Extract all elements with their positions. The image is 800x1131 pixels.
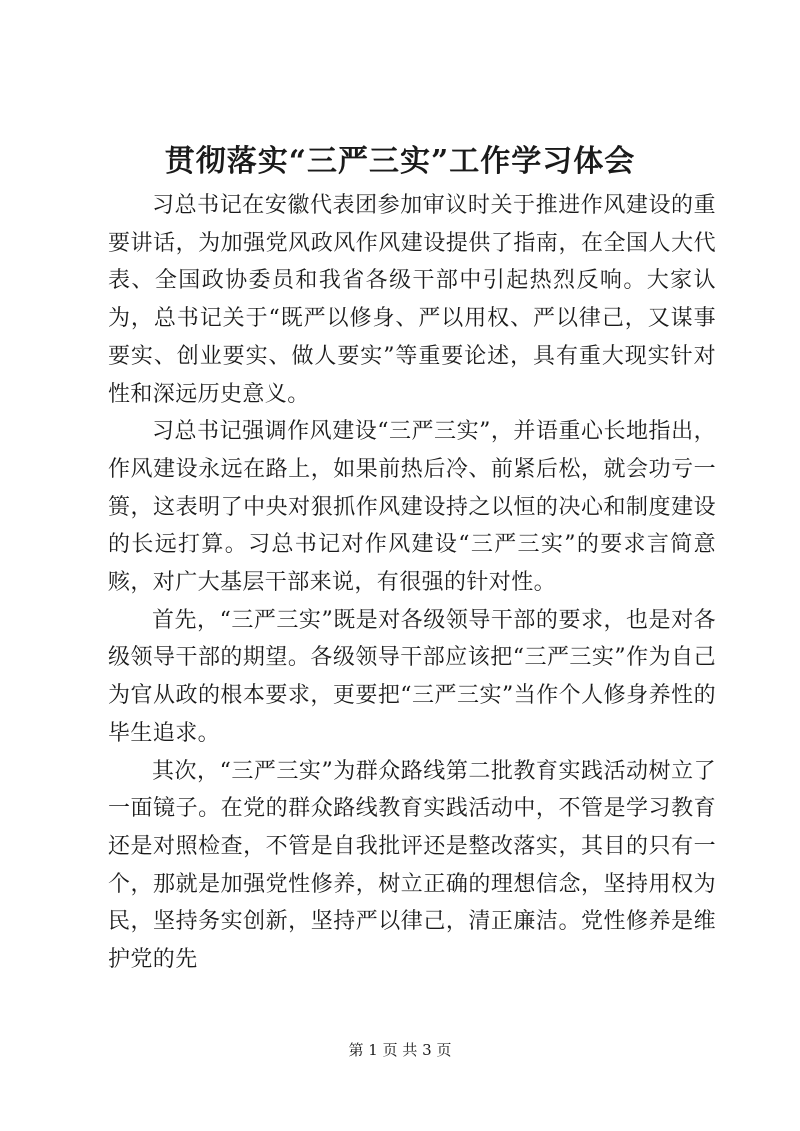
- page-number-footer: 第 1 页 共 3 页: [348, 1041, 452, 1059]
- paragraph-1: 习总书记在安徽代表团参加审议时关于推进作风建设的重要讲话，为加强党风政风作风建设提供了指南，在全国人大代表、全国政协委员和我省各级干部中引起热烈反响。大家认为，总书记关于“既严以修身、严以用权、严以律己，又谋事要实、创业要实、做人要实”等重要论述，具有重大现实针对性和深远历史意义。: [108, 193, 716, 407]
- paragraph-3: 首先，“三严三实”既是对各级领导干部的要求，也是对各级领导干部的期望。各级领导干部应该把“三严三实”作为自己为官从政的根本要求，更要把“三严三实”当作个人修身养性的毕生追求。: [108, 607, 716, 746]
- paragraph-2: 习总书记强调作风建设“三严三实”，并语重心长地指出，作风建设永远在路上，如果前热后冷、前紧后松，就会功亏一篑，这表明了中央对狠抓作风建设持之以恒的决心和制度建设的长远打算。习总书记对作风建设“三严三实”的要求言简意赅，对广大基层干部来说，有很强的针对性。: [108, 419, 716, 596]
- paragraph-4: 其次，“三严三实”为群众路线第二批教育实践活动树立了一面镜子。在党的群众路线教育实践活动中，不管是学习教育还是对照检查，不管是自我批评还是整改落实，其目的只有一个，那就是加强党性修养，树立正确的理想信念，坚持用权为民，坚持务实创新，坚持严以律己，清正廉洁。党性修养是维护党的先: [108, 758, 716, 973]
- document-title: 贯彻落实“三严三实”工作学习体会: [164, 144, 636, 179]
- document-body: [108, 187, 716, 979]
